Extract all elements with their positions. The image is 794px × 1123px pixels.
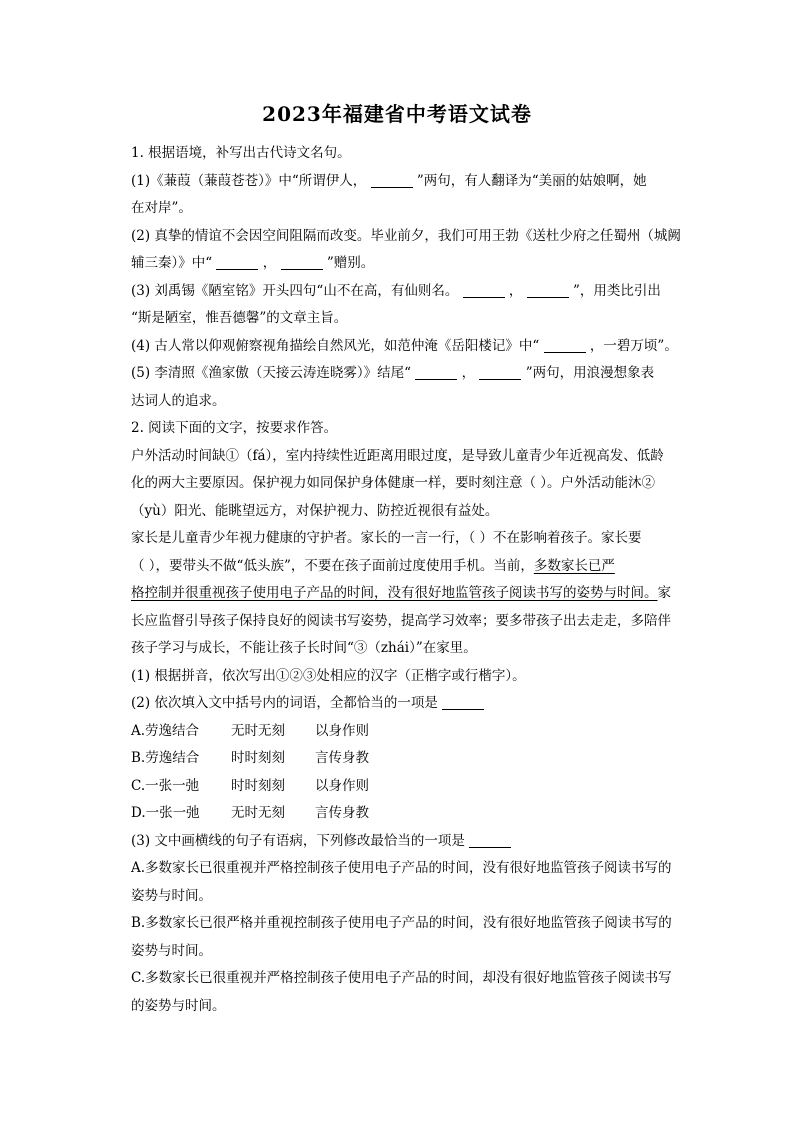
option-a-line-cont: 姿势与时间。	[131, 887, 212, 904]
answer-blank[interactable]	[544, 338, 586, 353]
passage-line: 格控制并很重视孩子使用电子产品的时间，没有很好地监管孩子阅读书写的姿势与时间。家	[131, 585, 671, 601]
q1-item-1: (1)《蒹葭（蒹葭苍苍）》中“所谓伊人， ”两句，有人翻译为“美丽的姑娘啊，她	[131, 172, 647, 189]
answer-blank[interactable]	[216, 256, 258, 271]
passage-line: （yù）阳光、能眺望远方，对保护视力、防控近视很有益处。	[131, 502, 499, 519]
answer-blank[interactable]	[479, 366, 521, 381]
answer-blank[interactable]	[415, 366, 457, 381]
answer-blank[interactable]	[463, 283, 505, 298]
option-c-line-cont: 的姿势与时间。	[131, 997, 226, 1014]
q1-item-5-cont: 达词人的追求。	[131, 392, 226, 409]
option-c-line[interactable]: C.多数家长已很重视并严格控制孩子使用电子产品的时间，却没有很好地监管孩子阅读书写	[131, 970, 672, 986]
passage-line: 化的两大主要原因。保护视力如同保护身体健康一样，要时刻注意（ ）。户外活动能沐②	[131, 475, 656, 491]
option-a[interactable]: A.劳逸结合 无时无刻 以身作则	[131, 722, 369, 739]
answer-blank[interactable]	[442, 696, 484, 711]
option-a-line[interactable]: A.多数家长已很重视并严格控制孩子使用电子产品的时间，没有很好地监管孩子阅读书写的	[131, 860, 672, 876]
exam-content	[131, 140, 701, 1020]
passage-line: 孩子学习与成长，不能让孩子长时间“③（zhái）”在家里。	[131, 640, 477, 656]
answer-blank[interactable]	[469, 833, 511, 848]
q1-item-2-cont: 辅三秦）》中“ ， ”赠别。	[131, 255, 375, 271]
q2-sub-2: (2) 依次填入文中括号内的词语，全都恰当的一项是	[131, 690, 701, 718]
option-d[interactable]: D.一张一弛 无时无刻 言传身教	[131, 805, 369, 821]
q2-sub-3: (3) 文中画横线的句子有语病，下列修改最恰当的一项是	[131, 828, 701, 856]
page-title: 2023年福建省中考语文试卷	[262, 102, 532, 126]
option-c[interactable]: C.一张一弛 时时刻刻 以身作则	[131, 777, 369, 794]
q2-sub-1: (1) 根据拼音，依次写出①②③处相应的汉字（正楷字或行楷字）。	[131, 667, 526, 684]
q1-item-4: (4) 古人常以仰观俯察视角描绘自然风光，如范仲淹《岳阳楼记》中“ ，一碧万顷”。	[131, 337, 678, 354]
option-b[interactable]: B.劳逸结合 时时刻刻 言传身教	[131, 750, 369, 766]
answer-blank[interactable]	[371, 173, 413, 188]
passage-line: 户外活动时间缺①（fá），室内持续性近距离用眼过度，是导致儿童青少年近视高发、低龄	[131, 447, 664, 464]
q1-item-3-cont: “斯是陋室，惟吾德馨”的文章主旨。	[131, 310, 348, 326]
answer-blank[interactable]	[527, 283, 569, 298]
option-b-line-cont: 姿势与时间。	[131, 942, 212, 959]
q2-stem: 2. 阅读下面的文字，按要求作答。	[131, 420, 338, 436]
q1-item-5: (5) 李清照《渔家傲（天接云涛连晓雾）》结尾“ ， ”两句，用浪漫想象表	[131, 365, 655, 381]
q1-item-2: (2) 真挚的情谊不会因空间阻隔而改变。毕业前夕，我们可用王勃《送杜少府之任蜀州（城阙	[131, 227, 681, 244]
q1-item-1-cont: 在对岸”。	[131, 200, 192, 216]
q1-stem: 1. 根据语境，补写出古代诗文名句。	[131, 145, 351, 161]
underlined-sentence: 多数家长已严	[533, 557, 615, 574]
answer-blank[interactable]	[281, 256, 323, 271]
option-b-line[interactable]: B.多数家长已很严格并重视控制孩子使用电子产品的时间，没有很好地监管孩子阅读书写的	[131, 915, 672, 931]
passage-line: 长应监督引导孩子保持良好的阅读书写姿势，提高学习效率；要多带孩子出去走走，多陪伴	[131, 612, 671, 629]
q1-item-3: (3) 刘禹锡《陋室铭》开头四句“山不在高，有仙则名。 ， ”，用类比引出	[131, 282, 661, 299]
passage-line: （ ），要带头不做“低头族”，不要在孩子面前过度使用手机。当前，多数家长已严	[131, 557, 615, 574]
passage-line: 家长是儿童青少年视力健康的守护者。家长的一言一行，（ ）不在影响着孩子。家长要	[131, 530, 642, 546]
underlined-sentence: 格控制并很重视孩子使用电子产品的时间，没有很好地监管孩子阅读书写的姿势与时间。	[131, 585, 658, 601]
